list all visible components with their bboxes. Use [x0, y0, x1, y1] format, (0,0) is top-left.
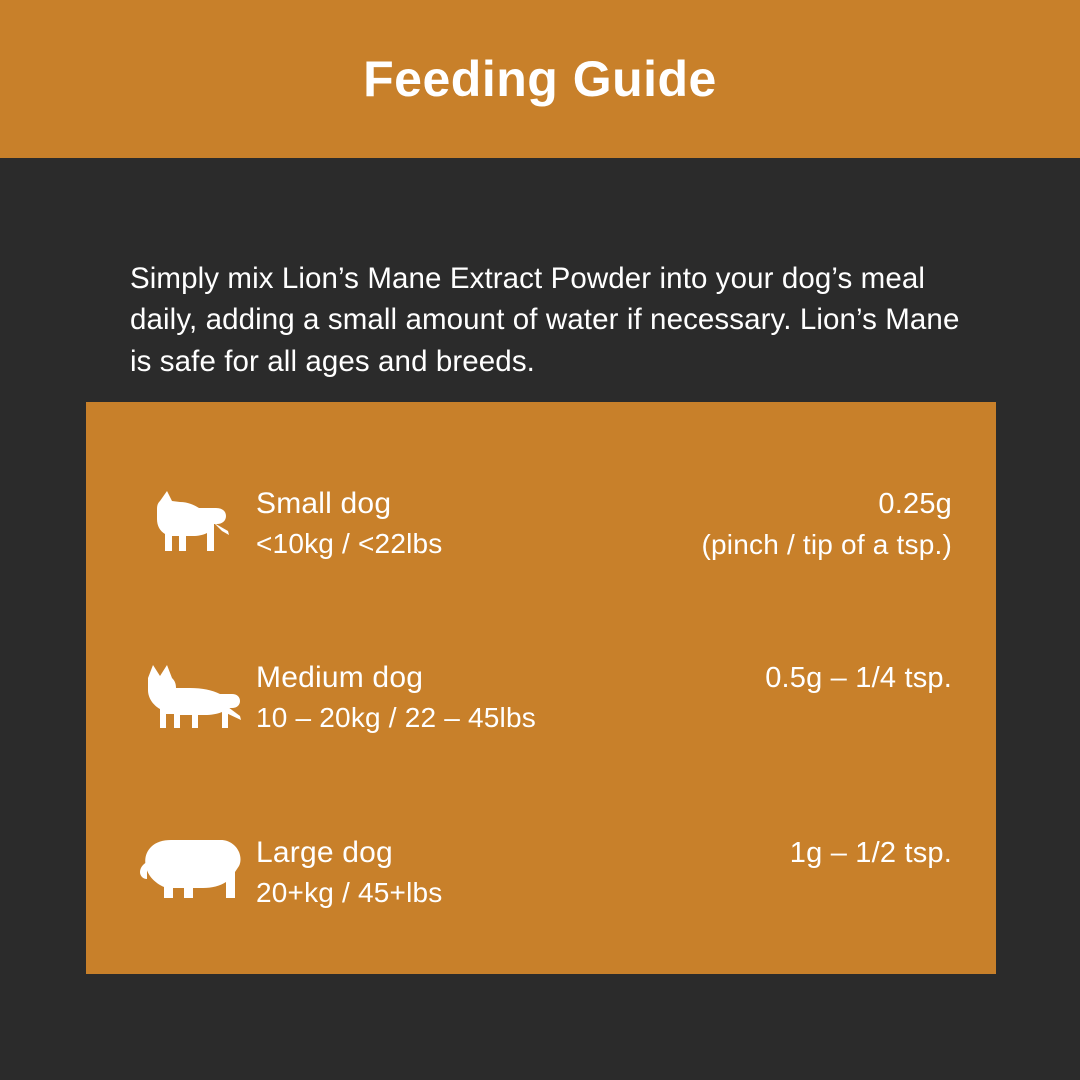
guide-row-small — [86, 464, 996, 584]
guide-row-left — [256, 658, 536, 737]
guide-row-text — [256, 658, 996, 737]
guide-row-medium — [86, 637, 996, 757]
dog-size-label: Large dog — [256, 835, 393, 869]
dose-note: (pinch / tip of a tsp.) — [701, 528, 952, 560]
guide-row-left — [256, 484, 443, 563]
dog-weight-label: 20+kg / 45+lbs — [256, 876, 443, 908]
dog-size-label: Small dog — [256, 487, 392, 521]
guide-row-right — [765, 658, 952, 700]
guide-row-text — [256, 484, 996, 563]
dose-amount: 0.25g — [878, 488, 952, 521]
medium-dog-icon — [86, 642, 256, 752]
small-dog-icon — [86, 469, 256, 579]
dose-amount: 1g – 1/2 tsp. — [789, 836, 952, 869]
dog-size-label: Medium dog — [256, 660, 424, 694]
large-dog-icon — [86, 817, 256, 927]
page-title: Feeding Guide — [363, 51, 717, 107]
feeding-guide-card — [86, 402, 996, 974]
header-band — [0, 0, 1080, 158]
guide-row-left — [256, 833, 443, 912]
dog-weight-label: <10kg / <22lbs — [256, 528, 443, 560]
intro-paragraph: Simply mix Lion’s Mane Extract Powder into your dog’s meal daily, adding a small amount of water if necessary. Lion’s Mane is safe for all ages and breeds. — [130, 261, 960, 379]
guide-row-right — [702, 484, 953, 563]
dog-weight-label: 10 – 20kg / 22 – 45lbs — [256, 701, 536, 733]
dose-amount: 0.5g – 1/4 tsp. — [765, 661, 952, 694]
guide-row-large — [86, 812, 996, 932]
guide-row-text — [256, 833, 996, 912]
guide-row-right — [790, 833, 952, 875]
